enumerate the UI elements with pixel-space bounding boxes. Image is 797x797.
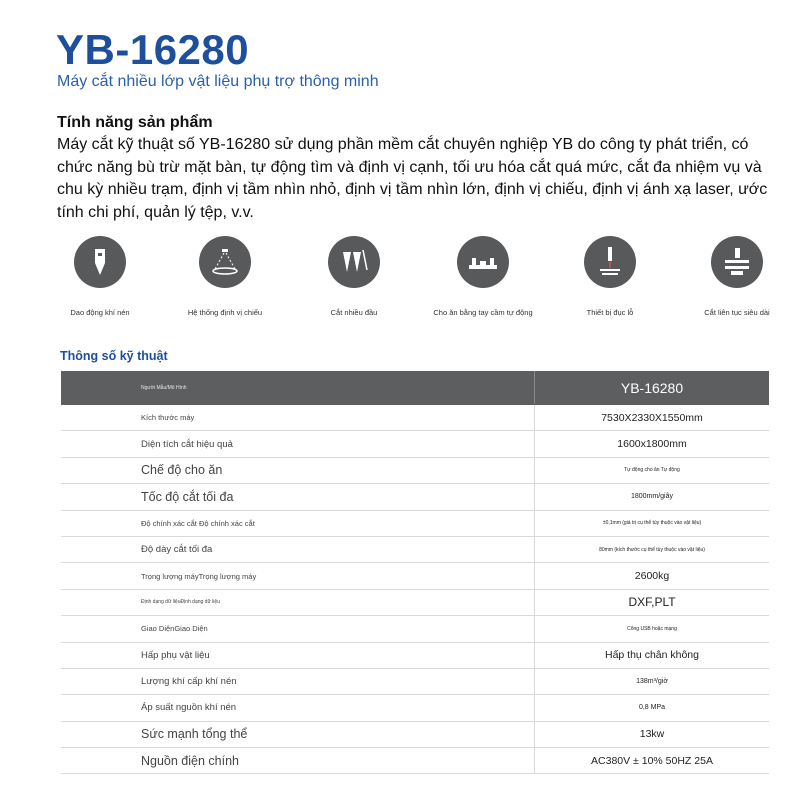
table-row bbox=[61, 484, 769, 510]
spec-key: Kích thước máy bbox=[61, 405, 535, 431]
spec-key: Trọng lượng máyTrọng lượng máy bbox=[61, 563, 535, 589]
spec-value: 138m³/giờ bbox=[535, 668, 770, 694]
feature-pneumatic-knife bbox=[40, 236, 160, 317]
spec-value: ±0,1mm (giá trị cụ thể tùy thuộc vào vật liệu) bbox=[535, 510, 770, 536]
spec-value: 2600kg bbox=[535, 563, 770, 589]
multi-head-cutting-icon bbox=[328, 236, 380, 288]
spec-key: Chế độ cho ăn bbox=[61, 457, 535, 483]
table-row bbox=[61, 721, 769, 747]
feature-punching bbox=[550, 236, 670, 317]
feature-icons-row bbox=[40, 236, 797, 326]
spec-value: 13kw bbox=[535, 721, 770, 747]
spec-key: Lượng khí cấp khí nén bbox=[61, 668, 535, 694]
feature-label: Cắt nhiều đầu bbox=[330, 308, 378, 317]
features-heading: Tính năng sản phẩm bbox=[57, 114, 213, 131]
table-row bbox=[61, 668, 769, 694]
projection-positioning-icon bbox=[199, 236, 251, 288]
spec-value: 80mm (kích thước cụ thể tùy thuộc vào vật liệu) bbox=[535, 536, 770, 562]
feature-continuous bbox=[677, 236, 797, 317]
spec-value: 1600x1800mm bbox=[535, 431, 770, 457]
spec-key: Độ chính xác cắt Độ chính xác cắt bbox=[61, 510, 535, 536]
feature-multi-head bbox=[294, 236, 414, 317]
product-title: YB-16280 bbox=[56, 26, 250, 73]
feature-auto-feeding bbox=[423, 236, 543, 317]
spec-key: Tốc độ cắt tối đa bbox=[61, 484, 535, 510]
table-row bbox=[61, 431, 769, 457]
spec-key: Độ dày cắt tối đa bbox=[61, 536, 535, 562]
spec-value: Tự động cho ăn Tự động bbox=[535, 457, 770, 483]
spec-key: Diện tích cắt hiệu quả bbox=[61, 431, 535, 457]
spec-key: Giao DiệnGiao Diện bbox=[61, 616, 535, 642]
punching-device-icon bbox=[584, 236, 636, 288]
pneumatic-oscillating-knife-icon bbox=[74, 236, 126, 288]
specs-header-key: Người Mẫu/Mô Hình bbox=[61, 371, 535, 405]
table-row bbox=[61, 510, 769, 536]
spec-key: Nguồn điện chính bbox=[61, 748, 535, 774]
spec-value: Hấp thụ chân không bbox=[535, 642, 770, 668]
feature-label: Dao động khí nén bbox=[70, 308, 130, 317]
feature-label: Thiết bị đục lỗ bbox=[586, 308, 634, 317]
spec-value: Cổng USB hoặc mạng bbox=[535, 616, 770, 642]
table-row bbox=[61, 536, 769, 562]
spec-value: DXF,PLT bbox=[535, 589, 770, 615]
specs-header-row bbox=[61, 371, 769, 405]
table-row bbox=[61, 457, 769, 483]
feature-label: Hệ thống định vị chiếu bbox=[187, 308, 263, 317]
spec-key: Áp suất nguồn khí nén bbox=[61, 695, 535, 721]
features-description: Máy cắt kỹ thuật số YB-16280 sử dụng phần mềm cắt chuyên nghiệp YB do công ty phát triển, có chức năng bù trừ mặt bàn, tự động tìm và định vị cạnh, tối ưu hóa cắt quá mức, cắt đa nhiệm vụ và chu kỳ nhiều trạm, định vị tầm nhìn nhỏ, định vị tầm nhìn lớn, định vị chiếu, định vị ánh xạ laser, ước tính chi phí, quản lý tệp, v.v. bbox=[57, 136, 768, 221]
feature-label: Cắt liên tục siêu dài bbox=[704, 308, 770, 317]
table-row bbox=[61, 589, 769, 615]
table-row bbox=[61, 695, 769, 721]
auto-feeding-icon bbox=[457, 236, 509, 288]
spec-value: AC380V ± 10% 50HZ 25A bbox=[535, 748, 770, 774]
feature-label: Cho ăn bằng tay cầm tự động bbox=[433, 308, 533, 317]
table-row bbox=[61, 563, 769, 589]
table-row bbox=[61, 405, 769, 431]
specs-table bbox=[61, 371, 769, 774]
table-row bbox=[61, 642, 769, 668]
table-row bbox=[61, 616, 769, 642]
table-row bbox=[61, 748, 769, 774]
spec-value: 0,8 MPa bbox=[535, 695, 770, 721]
specs-header-value: YB-16280 bbox=[535, 371, 770, 405]
spec-key: Sức mạnh tổng thể bbox=[61, 721, 535, 747]
continuous-cutting-icon bbox=[711, 236, 763, 288]
spec-value: 1800mm/giây bbox=[535, 484, 770, 510]
product-subtitle: Máy cắt nhiều lớp vật liệu phụ trợ thông minh bbox=[57, 73, 379, 90]
spec-key: Hấp phụ vật liệu bbox=[61, 642, 535, 668]
specs-heading: Thông số kỹ thuật bbox=[60, 349, 168, 363]
spec-key: Định dạng dữ liệuĐịnh dạng dữ liệu bbox=[61, 589, 535, 615]
feature-projection bbox=[165, 236, 285, 317]
spec-value: 7530X2330X1550mm bbox=[535, 405, 770, 431]
